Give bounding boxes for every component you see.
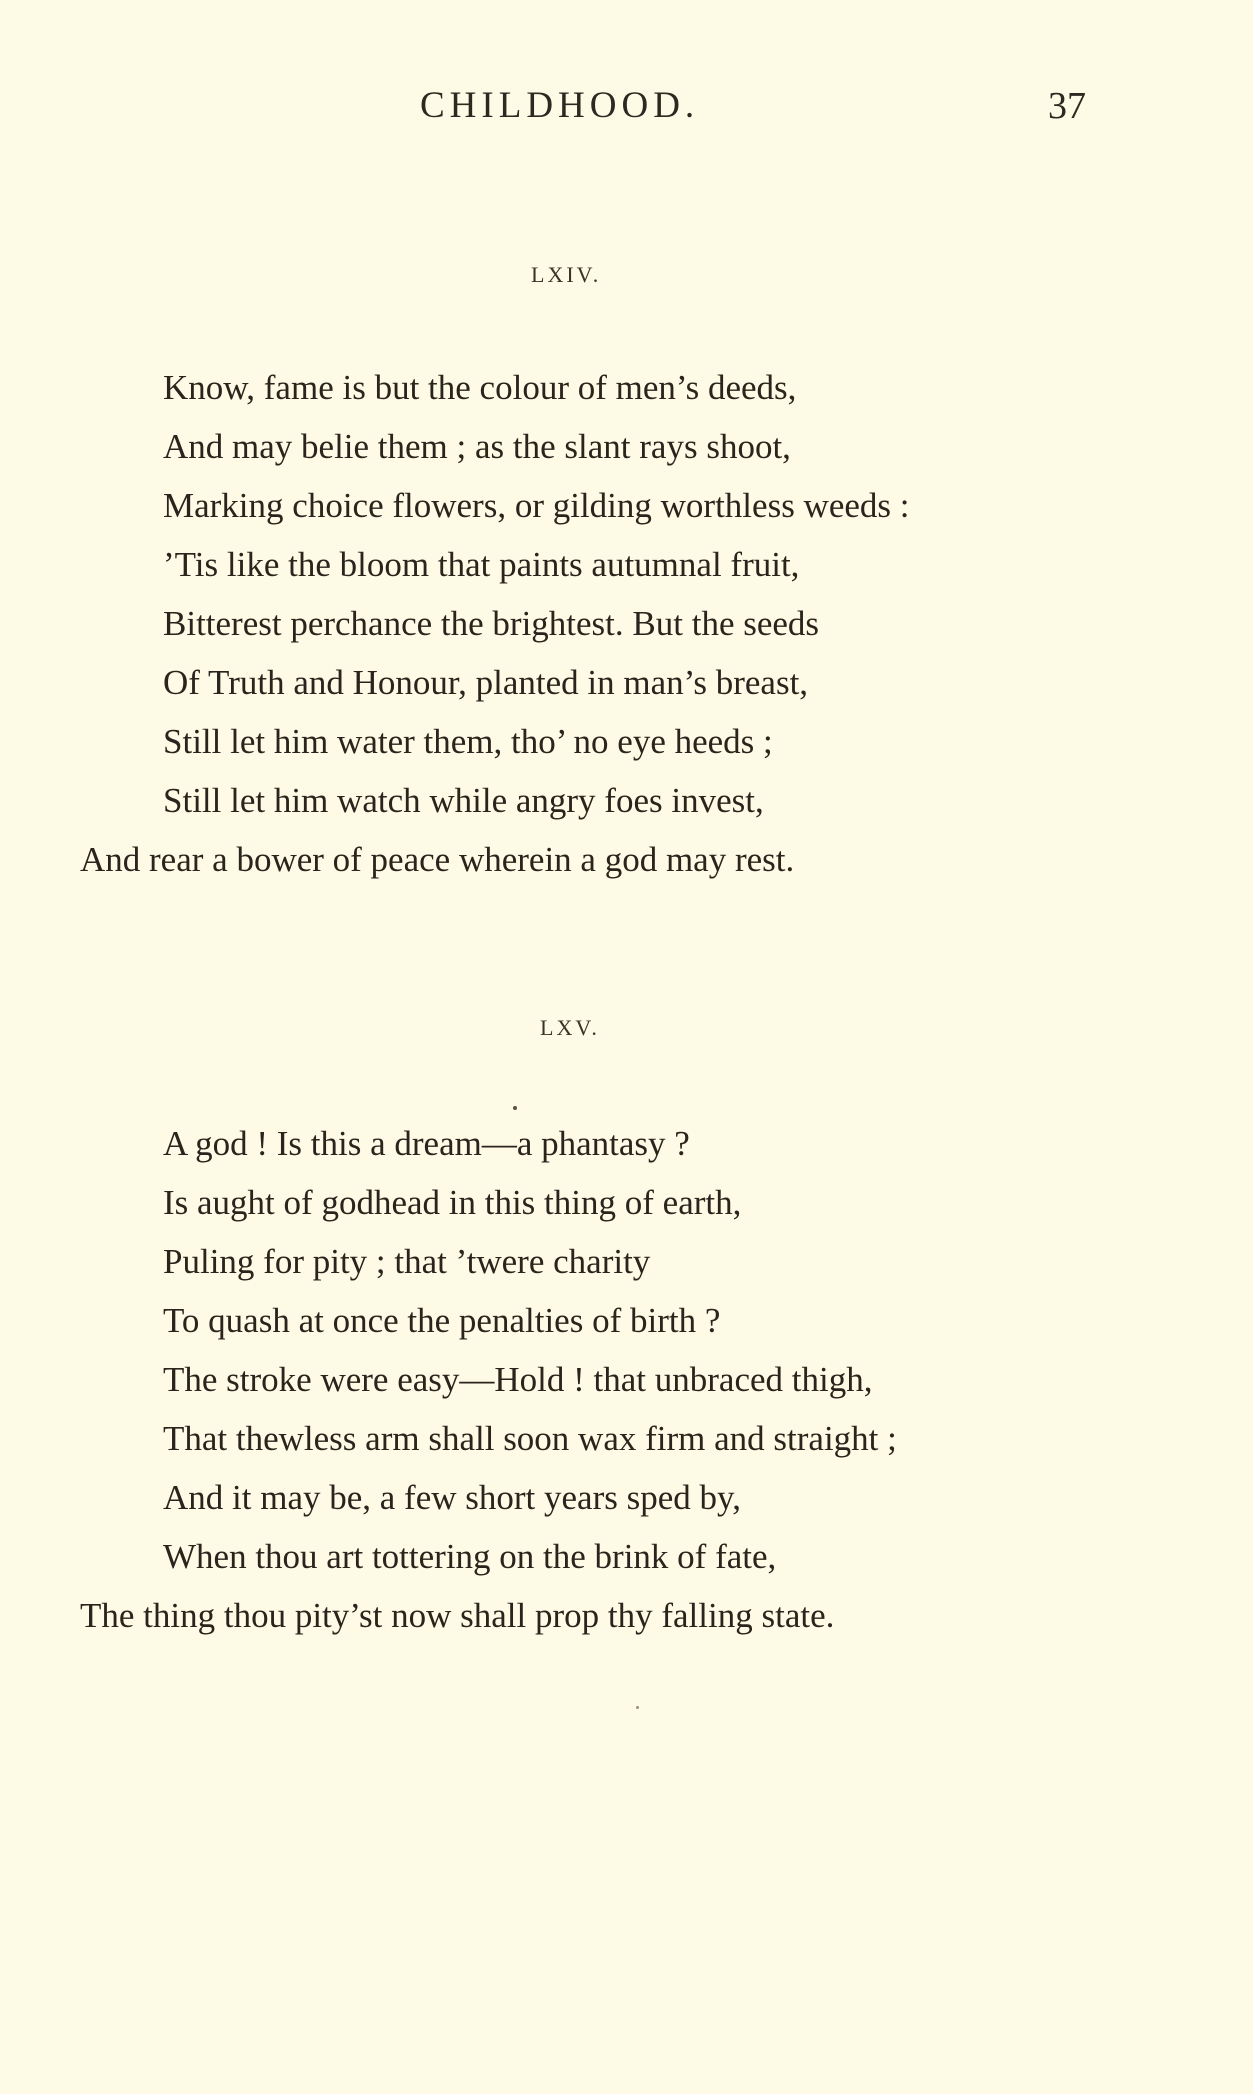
verse-line: Puling for pity ; that ’twere charity — [163, 1242, 651, 1281]
page-number: 37 — [1048, 85, 1086, 127]
stanza-number: LXIV. — [531, 262, 602, 287]
stanza-number: LXV. — [540, 1015, 600, 1040]
verse-line: Still let him watch while angry foes invest, — [163, 781, 764, 820]
verse-line: Bitterest perchance the brightest. But the seeds — [163, 604, 820, 643]
verse-line: Is aught of godhead in this thing of earth, — [163, 1183, 742, 1222]
verse-line: And it may be, a few short years sped by, — [163, 1478, 741, 1517]
verse-line: And may belie them ; as the slant rays shoot, — [163, 427, 791, 466]
verse-line: Know, fame is but the colour of men’s deeds, — [163, 368, 797, 407]
verse-line: ’Tis like the bloom that paints autumnal fruit, — [163, 545, 800, 584]
verse-line: A god ! Is this a dream—a phantasy ? — [163, 1124, 690, 1163]
verse-line: That thewless arm shall soon wax firm and straight ; — [163, 1419, 897, 1458]
verse-line: When thou art tottering on the brink of fate, — [163, 1537, 777, 1576]
verse-line: Marking choice flowers, or gilding worthless weeds : — [163, 486, 910, 525]
verse-line: Still let him water them, tho’ no eye heeds ; — [163, 722, 773, 761]
verse-line-alexandrine: And rear a bower of peace wherein a god may rest. — [80, 840, 795, 879]
verse-line: To quash at once the penalties of birth ? — [163, 1301, 721, 1340]
ink-speck — [513, 1106, 517, 1110]
verse-line: The stroke were easy—Hold ! that unbraced thigh, — [163, 1360, 873, 1399]
ink-speck — [636, 1706, 639, 1709]
verse-line: Of Truth and Honour, planted in man’s breast, — [163, 663, 809, 702]
verse-line-alexandrine: The thing thou pity’st now shall prop thy falling state. — [80, 1596, 835, 1635]
running-title: CHILDHOOD. — [420, 85, 700, 126]
